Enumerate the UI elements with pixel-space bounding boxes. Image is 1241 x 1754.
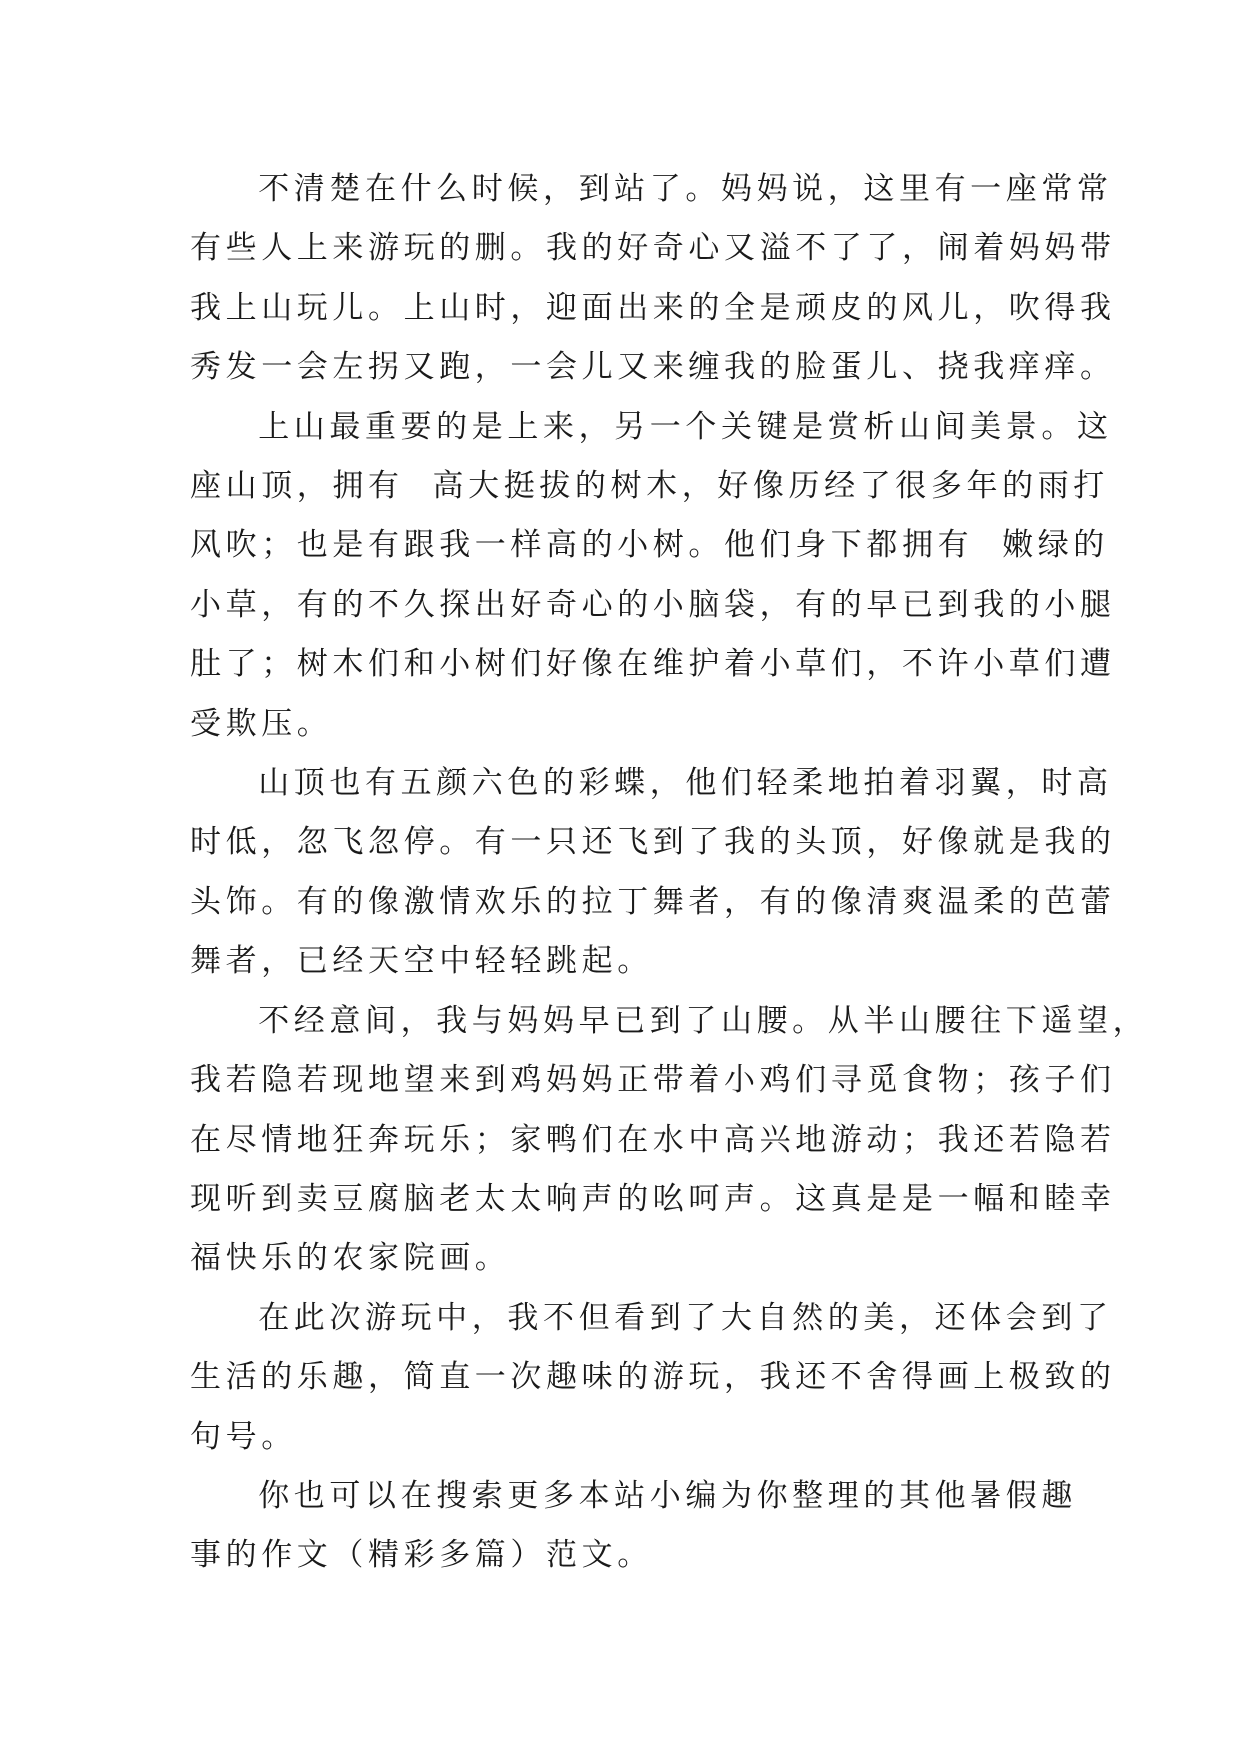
text-line: 生活的乐趣，简直一次趣味的游玩，我还不舍得画上极致的 (190, 1359, 1116, 1396)
text-line: 时低，忽飞忽停。有一只还飞到了我的头顶，好像就是我的 (190, 824, 1116, 861)
document-body (190, 160, 1149, 1586)
paragraph (190, 398, 1116, 754)
text-line: 小草，有的不久探出好奇心的小脑袋，有的早已到我的小腿 (190, 586, 1116, 623)
paragraph (190, 160, 1116, 398)
text-line: 我若隐若现地望来到鸡妈妈正带着小鸡们寻觅食物；孩子们 (190, 1062, 1116, 1099)
text-line: 句号。 (190, 1418, 297, 1455)
text-line: 风吹；也是有跟我一样高的小树。他们身下都拥有 嫩绿的 (190, 527, 1109, 564)
paragraph (190, 992, 1149, 1289)
paragraph (190, 1289, 1116, 1467)
text-line: 受欺压。 (190, 705, 333, 742)
text-line: 在尽情地狂奔玩乐；家鸭们在水中高兴地游动；我还若隐若 (190, 1121, 1116, 1158)
text-line: 你也可以在搜索更多本站小编为你整理的其他暑假趣 (258, 1477, 1077, 1514)
text-line: 秀发一会左拐又跑，一会儿又来缠我的脸蛋儿、挠我痒痒。 (190, 349, 1116, 386)
text-line: 不经意间，我与妈妈早已到了山腰。从半山腰往下遥望， (258, 1002, 1149, 1039)
text-line: 在此次游玩中，我不但看到了大自然的美，还体会到了 (258, 1299, 1113, 1336)
paragraph (190, 1467, 1077, 1586)
text-line: 有些人上来游玩的删。我的好奇心又溢不了了，闹着妈妈带 (190, 230, 1116, 267)
text-line: 舞者，已经天空中轻轻跳起。 (190, 943, 653, 980)
text-line: 福快乐的农家院画。 (190, 1240, 511, 1277)
text-line: 山顶也有五颜六色的彩蝶，他们轻柔地拍着羽翼，时高 (258, 765, 1113, 802)
text-line: 头饰。有的像激情欢乐的拉丁舞者，有的像清爽温柔的芭蕾 (190, 883, 1116, 920)
text-line: 座山顶，拥有 高大挺拔的树木，好像历经了很多年的雨打 (190, 468, 1109, 505)
text-line: 我上山玩儿。上山时，迎面出来的全是顽皮的风儿，吹得我 (190, 289, 1116, 326)
text-line: 肚了；树木们和小树们好像在维护着小草们，不许小草们遭 (190, 646, 1116, 683)
paragraph (190, 754, 1116, 992)
text-line: 不清楚在什么时候，到站了。妈妈说，这里有一座常常 (258, 171, 1113, 207)
text-line: 上山最重要的是上来，另一个关键是赏析山间美景。这 (258, 408, 1113, 445)
text-line: 事的作文（精彩多篇）范文。 (190, 1537, 653, 1574)
text-line: 现听到卖豆腐脑老太太响声的吆呵声。这真是是一幅和睦幸 (190, 1180, 1116, 1217)
